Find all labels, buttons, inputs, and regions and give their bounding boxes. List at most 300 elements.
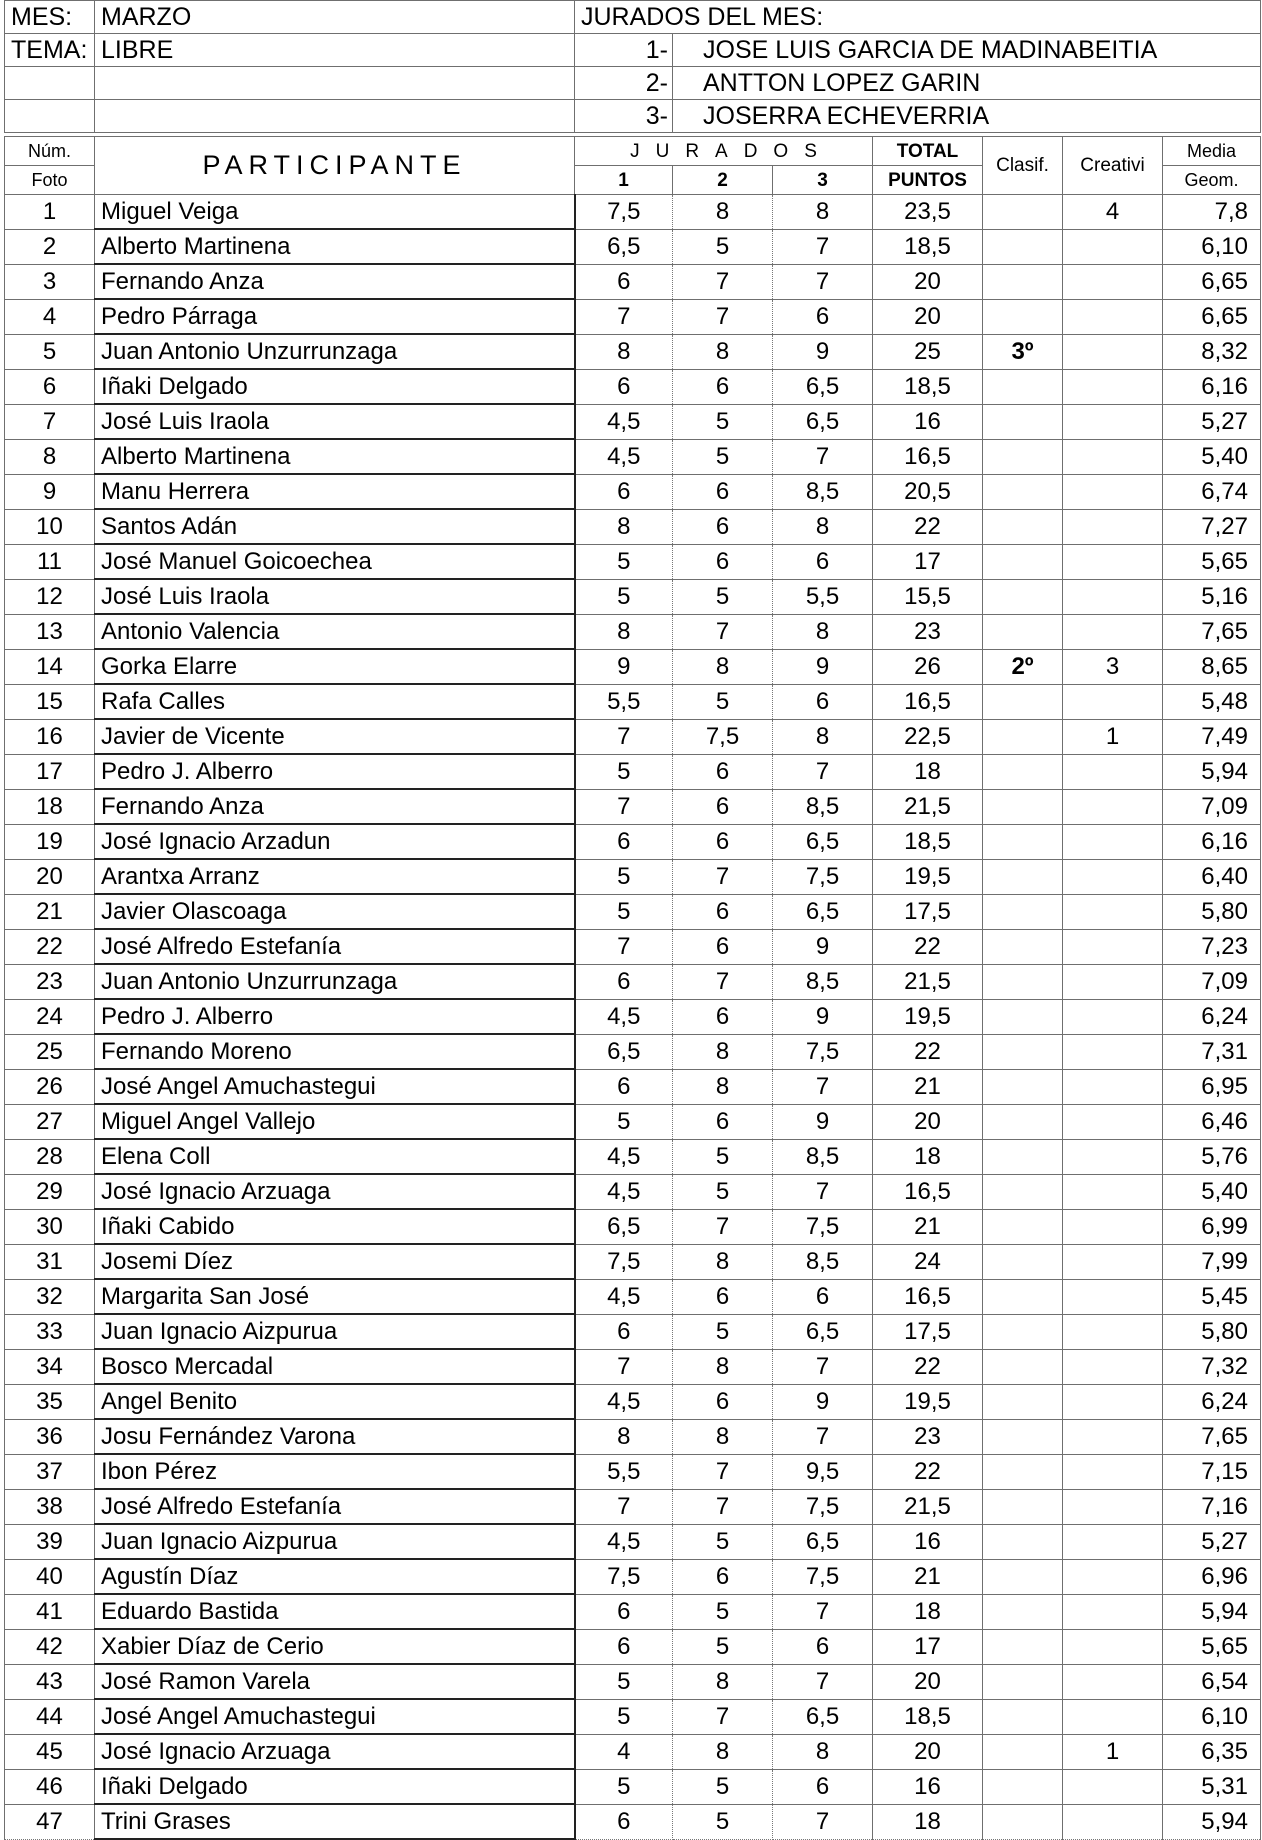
jurado-name: JOSE LUIS GARCIA DE MADINABEITIA — [673, 34, 1261, 67]
geometric-mean: 5,80 — [1163, 1314, 1261, 1349]
jurados-label: JURADOS DEL MES: — [575, 1, 1261, 34]
table-row — [5, 1104, 1261, 1139]
score-jurado-1: 8 — [575, 1419, 673, 1454]
table-row — [5, 1244, 1261, 1279]
table-row — [5, 1804, 1261, 1839]
score-jurado-1: 5 — [575, 579, 673, 614]
score-jurado-3: 8 — [773, 614, 873, 649]
foto-number: 11 — [5, 544, 95, 579]
creativity — [1063, 1769, 1163, 1804]
participant-name: Juan Ignacio Aizpurua — [95, 1314, 575, 1349]
geometric-mean: 7,99 — [1163, 1244, 1261, 1279]
classification — [983, 369, 1063, 404]
participant-name: José Alfredo Estefanía — [95, 1489, 575, 1524]
classification — [983, 824, 1063, 859]
score-jurado-2: 8 — [673, 1419, 773, 1454]
empty-cell — [5, 67, 95, 100]
header-row-tema — [5, 34, 1261, 67]
empty-cell — [95, 67, 575, 100]
foto-number: 8 — [5, 439, 95, 474]
total-points: 18,5 — [873, 824, 983, 859]
score-jurado-2: 7,5 — [673, 719, 773, 754]
score-jurado-2: 7 — [673, 264, 773, 299]
score-jurado-3: 6,5 — [773, 369, 873, 404]
score-jurado-2: 5 — [673, 1804, 773, 1839]
participant-name: Iñaki Cabido — [95, 1209, 575, 1244]
foto-number: 18 — [5, 789, 95, 824]
creativity — [1063, 1559, 1163, 1594]
total-points: 18 — [873, 1594, 983, 1629]
score-jurado-2: 7 — [673, 299, 773, 334]
geometric-mean: 5,48 — [1163, 684, 1261, 719]
classification — [983, 1384, 1063, 1419]
score-jurado-1: 4,5 — [575, 404, 673, 439]
creativity — [1063, 789, 1163, 824]
classification — [983, 1104, 1063, 1139]
score-jurado-3: 7 — [773, 1069, 873, 1104]
score-jurado-2: 5 — [673, 1769, 773, 1804]
score-jurado-1: 6 — [575, 1804, 673, 1839]
classification — [983, 229, 1063, 264]
creativity — [1063, 1699, 1163, 1734]
total-points: 16 — [873, 404, 983, 439]
score-jurado-3: 5,5 — [773, 579, 873, 614]
foto-number: 21 — [5, 894, 95, 929]
participant-name: Rafa Calles — [95, 684, 575, 719]
score-jurado-2: 6 — [673, 824, 773, 859]
score-jurado-2: 7 — [673, 1209, 773, 1244]
total-points: 20 — [873, 1734, 983, 1769]
foto-number: 7 — [5, 404, 95, 439]
creativity — [1063, 229, 1163, 264]
score-jurado-2: 8 — [673, 1349, 773, 1384]
score-jurado-2: 6 — [673, 1104, 773, 1139]
classification — [983, 754, 1063, 789]
creativity — [1063, 334, 1163, 369]
score-jurado-1: 4,5 — [575, 999, 673, 1034]
col-jurados: JURADOS — [575, 137, 873, 166]
col-media-top: Media — [1163, 137, 1261, 166]
creativity — [1063, 404, 1163, 439]
col-participante: PARTICIPANTE — [95, 137, 575, 195]
geometric-mean: 6,96 — [1163, 1559, 1261, 1594]
score-jurado-1: 8 — [575, 614, 673, 649]
score-jurado-3: 7 — [773, 754, 873, 789]
score-jurado-3: 8 — [773, 509, 873, 544]
foto-number: 28 — [5, 1139, 95, 1174]
creativity — [1063, 824, 1163, 859]
total-points: 20 — [873, 1104, 983, 1139]
participant-name: Alberto Martinena — [95, 439, 575, 474]
total-points: 20,5 — [873, 474, 983, 509]
creativity — [1063, 614, 1163, 649]
score-jurado-3: 7 — [773, 1664, 873, 1699]
total-points: 16 — [873, 1769, 983, 1804]
total-points: 20 — [873, 264, 983, 299]
participant-name: José Manuel Goicoechea — [95, 544, 575, 579]
foto-number: 3 — [5, 264, 95, 299]
classification — [983, 1244, 1063, 1279]
score-jurado-1: 6 — [575, 1629, 673, 1664]
foto-number: 36 — [5, 1419, 95, 1454]
total-points: 18 — [873, 1139, 983, 1174]
foto-number: 41 — [5, 1594, 95, 1629]
geometric-mean: 5,94 — [1163, 1594, 1261, 1629]
participant-name: Xabier Díaz de Cerio — [95, 1629, 575, 1664]
score-jurado-3: 9 — [773, 1104, 873, 1139]
geometric-mean: 6,16 — [1163, 824, 1261, 859]
foto-number: 15 — [5, 684, 95, 719]
table-row — [5, 195, 1261, 230]
foto-number: 20 — [5, 859, 95, 894]
total-points: 21,5 — [873, 964, 983, 999]
foto-number: 26 — [5, 1069, 95, 1104]
geometric-mean: 7,09 — [1163, 789, 1261, 824]
geometric-mean: 7,23 — [1163, 929, 1261, 964]
participant-name: Javier de Vicente — [95, 719, 575, 754]
participant-name: Josemi Díez — [95, 1244, 575, 1279]
creativity — [1063, 894, 1163, 929]
participant-name: Manu Herrera — [95, 474, 575, 509]
creativity — [1063, 1524, 1163, 1559]
classification — [983, 1629, 1063, 1664]
score-jurado-3: 7,5 — [773, 1034, 873, 1069]
score-jurado-3: 7 — [773, 439, 873, 474]
classification — [983, 614, 1063, 649]
table-row — [5, 1419, 1261, 1454]
creativity: 1 — [1063, 1734, 1163, 1769]
participant-name: Pedro J. Alberro — [95, 754, 575, 789]
participant-name: Elena Coll — [95, 1139, 575, 1174]
foto-number: 22 — [5, 929, 95, 964]
score-jurado-3: 6,5 — [773, 1314, 873, 1349]
creativity — [1063, 754, 1163, 789]
total-points: 16,5 — [873, 439, 983, 474]
classification — [983, 859, 1063, 894]
score-jurado-3: 6 — [773, 1629, 873, 1664]
total-points: 22 — [873, 1454, 983, 1489]
score-jurado-3: 6,5 — [773, 1699, 873, 1734]
foto-number: 2 — [5, 229, 95, 264]
score-jurado-3: 7 — [773, 1419, 873, 1454]
total-points: 18 — [873, 1804, 983, 1839]
col-total-bottom: PUNTOS — [873, 166, 983, 195]
creativity — [1063, 579, 1163, 614]
classification — [983, 1419, 1063, 1454]
score-jurado-1: 5 — [575, 859, 673, 894]
geometric-mean: 6,65 — [1163, 264, 1261, 299]
score-jurado-2: 6 — [673, 1559, 773, 1594]
foto-number: 33 — [5, 1314, 95, 1349]
participant-name: Miguel Veiga — [95, 195, 575, 230]
score-jurado-1: 6 — [575, 1594, 673, 1629]
score-jurado-2: 5 — [673, 1629, 773, 1664]
foto-number: 16 — [5, 719, 95, 754]
classification — [983, 1734, 1063, 1769]
table-row — [5, 1769, 1261, 1804]
score-jurado-3: 7 — [773, 1804, 873, 1839]
table-row — [5, 299, 1261, 334]
table-row — [5, 824, 1261, 859]
creativity — [1063, 999, 1163, 1034]
foto-number: 46 — [5, 1769, 95, 1804]
participant-name: Pedro Párraga — [95, 299, 575, 334]
score-jurado-2: 5 — [673, 1594, 773, 1629]
foto-number: 43 — [5, 1664, 95, 1699]
total-points: 22 — [873, 929, 983, 964]
total-points: 18,5 — [873, 229, 983, 264]
score-jurado-2: 6 — [673, 474, 773, 509]
creativity — [1063, 1314, 1163, 1349]
score-jurado-3: 8 — [773, 1734, 873, 1769]
foto-number: 42 — [5, 1629, 95, 1664]
participant-name: José Alfredo Estefanía — [95, 929, 575, 964]
participant-name: Eduardo Bastida — [95, 1594, 575, 1629]
header-table — [4, 0, 1261, 133]
participant-name: Iñaki Delgado — [95, 1769, 575, 1804]
foto-number: 9 — [5, 474, 95, 509]
participant-name: Fernando Anza — [95, 264, 575, 299]
score-jurado-1: 7,5 — [575, 1244, 673, 1279]
score-jurado-2: 6 — [673, 369, 773, 404]
total-points: 18,5 — [873, 1699, 983, 1734]
score-jurado-3: 6,5 — [773, 1524, 873, 1559]
creativity — [1063, 1279, 1163, 1314]
score-jurado-1: 8 — [575, 334, 673, 369]
score-jurado-3: 9 — [773, 929, 873, 964]
geometric-mean: 6,10 — [1163, 229, 1261, 264]
score-jurado-3: 6 — [773, 544, 873, 579]
total-points: 21,5 — [873, 1489, 983, 1524]
score-jurado-3: 7 — [773, 1174, 873, 1209]
table-row — [5, 1524, 1261, 1559]
geometric-mean: 5,40 — [1163, 1174, 1261, 1209]
score-jurado-3: 8,5 — [773, 474, 873, 509]
total-points: 16,5 — [873, 1279, 983, 1314]
geometric-mean: 6,10 — [1163, 1699, 1261, 1734]
score-jurado-3: 6,5 — [773, 894, 873, 929]
participant-name: José Angel Amuchastegui — [95, 1069, 575, 1104]
total-points: 19,5 — [873, 999, 983, 1034]
score-jurado-1: 6 — [575, 369, 673, 404]
score-jurado-3: 8,5 — [773, 964, 873, 999]
foto-number: 14 — [5, 649, 95, 684]
creativity — [1063, 1489, 1163, 1524]
classification — [983, 1034, 1063, 1069]
jurado-name: ANTTON LOPEZ GARIN — [673, 67, 1261, 100]
geometric-mean: 5,40 — [1163, 439, 1261, 474]
table-row — [5, 649, 1261, 684]
score-jurado-1: 5 — [575, 544, 673, 579]
participant-name: Miguel Angel Vallejo — [95, 1104, 575, 1139]
score-jurado-2: 6 — [673, 1279, 773, 1314]
creativity: 1 — [1063, 719, 1163, 754]
table-row — [5, 544, 1261, 579]
table-row — [5, 439, 1261, 474]
table-row — [5, 1629, 1261, 1664]
header-row-jurado-2 — [5, 67, 1261, 100]
score-jurado-1: 6 — [575, 964, 673, 999]
geometric-mean: 7,27 — [1163, 509, 1261, 544]
classification — [983, 544, 1063, 579]
participant-name: Alberto Martinena — [95, 229, 575, 264]
creativity — [1063, 1804, 1163, 1839]
score-jurado-1: 6 — [575, 474, 673, 509]
geometric-mean: 6,95 — [1163, 1069, 1261, 1104]
geometric-mean: 6,16 — [1163, 369, 1261, 404]
table-row — [5, 1734, 1261, 1769]
geometric-mean: 6,35 — [1163, 1734, 1261, 1769]
classification — [983, 1209, 1063, 1244]
table-row — [5, 1034, 1261, 1069]
foto-number: 31 — [5, 1244, 95, 1279]
score-jurado-1: 7,5 — [575, 195, 673, 230]
table-row — [5, 754, 1261, 789]
participant-name: José Angel Amuchastegui — [95, 1699, 575, 1734]
creativity: 4 — [1063, 195, 1163, 230]
score-jurado-1: 7 — [575, 929, 673, 964]
table-row — [5, 1139, 1261, 1174]
table-row — [5, 1664, 1261, 1699]
score-jurado-1: 6 — [575, 824, 673, 859]
score-jurado-1: 5 — [575, 1699, 673, 1734]
total-points: 16,5 — [873, 684, 983, 719]
score-jurado-1: 4,5 — [575, 1524, 673, 1559]
creativity — [1063, 1104, 1163, 1139]
col-num-bottom: Foto — [5, 166, 95, 195]
geometric-mean: 6,40 — [1163, 859, 1261, 894]
score-jurado-3: 7,5 — [773, 1489, 873, 1524]
table-row — [5, 1559, 1261, 1594]
score-jurado-2: 5 — [673, 1524, 773, 1559]
score-jurado-1: 5 — [575, 754, 673, 789]
classification — [983, 1279, 1063, 1314]
mes-label: MES: — [5, 1, 95, 34]
table-row — [5, 1349, 1261, 1384]
col-jurado-3: 3 — [773, 166, 873, 195]
total-points: 25 — [873, 334, 983, 369]
score-jurado-3: 7 — [773, 1349, 873, 1384]
creativity — [1063, 1664, 1163, 1699]
geometric-mean: 7,8 — [1163, 195, 1261, 230]
geometric-mean: 7,32 — [1163, 1349, 1261, 1384]
classification — [983, 579, 1063, 614]
foto-number: 30 — [5, 1209, 95, 1244]
jurado-number: 1- — [575, 34, 673, 67]
classification — [983, 439, 1063, 474]
score-jurado-1: 6 — [575, 1069, 673, 1104]
geometric-mean: 5,45 — [1163, 1279, 1261, 1314]
classification: 2º — [983, 649, 1063, 684]
table-row — [5, 264, 1261, 299]
score-jurado-1: 5 — [575, 1664, 673, 1699]
score-jurado-2: 7 — [673, 614, 773, 649]
score-jurado-1: 6,5 — [575, 229, 673, 264]
total-points: 21,5 — [873, 789, 983, 824]
participant-name: José Ramon Varela — [95, 1664, 575, 1699]
classification — [983, 1314, 1063, 1349]
score-jurado-1: 6 — [575, 1314, 673, 1349]
participant-name: José Ignacio Arzuaga — [95, 1734, 575, 1769]
score-jurado-2: 7 — [673, 859, 773, 894]
empty-cell — [95, 100, 575, 133]
total-points: 20 — [873, 299, 983, 334]
table-row — [5, 1209, 1261, 1244]
total-points: 21 — [873, 1559, 983, 1594]
total-points: 20 — [873, 1664, 983, 1699]
table-row — [5, 929, 1261, 964]
total-points: 22 — [873, 509, 983, 544]
header-row-jurado-3 — [5, 100, 1261, 133]
geometric-mean: 5,94 — [1163, 754, 1261, 789]
total-points: 22 — [873, 1349, 983, 1384]
foto-number: 1 — [5, 195, 95, 230]
col-num-top: Núm. — [5, 137, 95, 166]
score-jurado-1: 4,5 — [575, 1174, 673, 1209]
score-jurado-2: 8 — [673, 1069, 773, 1104]
classification — [983, 964, 1063, 999]
geometric-mean: 7,15 — [1163, 1454, 1261, 1489]
total-points: 21 — [873, 1069, 983, 1104]
total-points: 17 — [873, 1629, 983, 1664]
score-jurado-3: 7,5 — [773, 1209, 873, 1244]
results-table — [4, 136, 1261, 1840]
score-jurado-2: 5 — [673, 439, 773, 474]
score-jurado-2: 6 — [673, 544, 773, 579]
foto-number: 17 — [5, 754, 95, 789]
table-row — [5, 1069, 1261, 1104]
score-jurado-1: 4,5 — [575, 1384, 673, 1419]
creativity — [1063, 684, 1163, 719]
score-jurado-3: 9 — [773, 649, 873, 684]
score-jurado-2: 7 — [673, 1489, 773, 1524]
geometric-mean: 5,65 — [1163, 544, 1261, 579]
score-jurado-2: 6 — [673, 894, 773, 929]
creativity — [1063, 1454, 1163, 1489]
creativity — [1063, 1629, 1163, 1664]
creativity — [1063, 369, 1163, 404]
table-row — [5, 684, 1261, 719]
creativity — [1063, 1244, 1163, 1279]
table-row — [5, 614, 1261, 649]
participant-name: Pedro J. Alberro — [95, 999, 575, 1034]
total-points: 22 — [873, 1034, 983, 1069]
classification — [983, 1769, 1063, 1804]
score-jurado-2: 8 — [673, 1244, 773, 1279]
table-row — [5, 964, 1261, 999]
table-row — [5, 789, 1261, 824]
geometric-mean: 6,24 — [1163, 1384, 1261, 1419]
participant-name: Juan Antonio Unzurrunzaga — [95, 334, 575, 369]
score-jurado-1: 8 — [575, 509, 673, 544]
classification — [983, 684, 1063, 719]
score-jurado-2: 5 — [673, 404, 773, 439]
classification — [983, 264, 1063, 299]
classification — [983, 1804, 1063, 1839]
score-jurado-1: 6,5 — [575, 1034, 673, 1069]
participant-name: Trini Grases — [95, 1804, 575, 1839]
classification — [983, 1174, 1063, 1209]
total-points: 18,5 — [873, 369, 983, 404]
score-jurado-2: 6 — [673, 1384, 773, 1419]
participant-name: Ibon Pérez — [95, 1454, 575, 1489]
geometric-mean: 6,24 — [1163, 999, 1261, 1034]
score-jurado-3: 6 — [773, 684, 873, 719]
creativity — [1063, 964, 1163, 999]
score-jurado-3: 9 — [773, 999, 873, 1034]
score-jurado-1: 7 — [575, 1489, 673, 1524]
score-jurado-3: 8,5 — [773, 1139, 873, 1174]
